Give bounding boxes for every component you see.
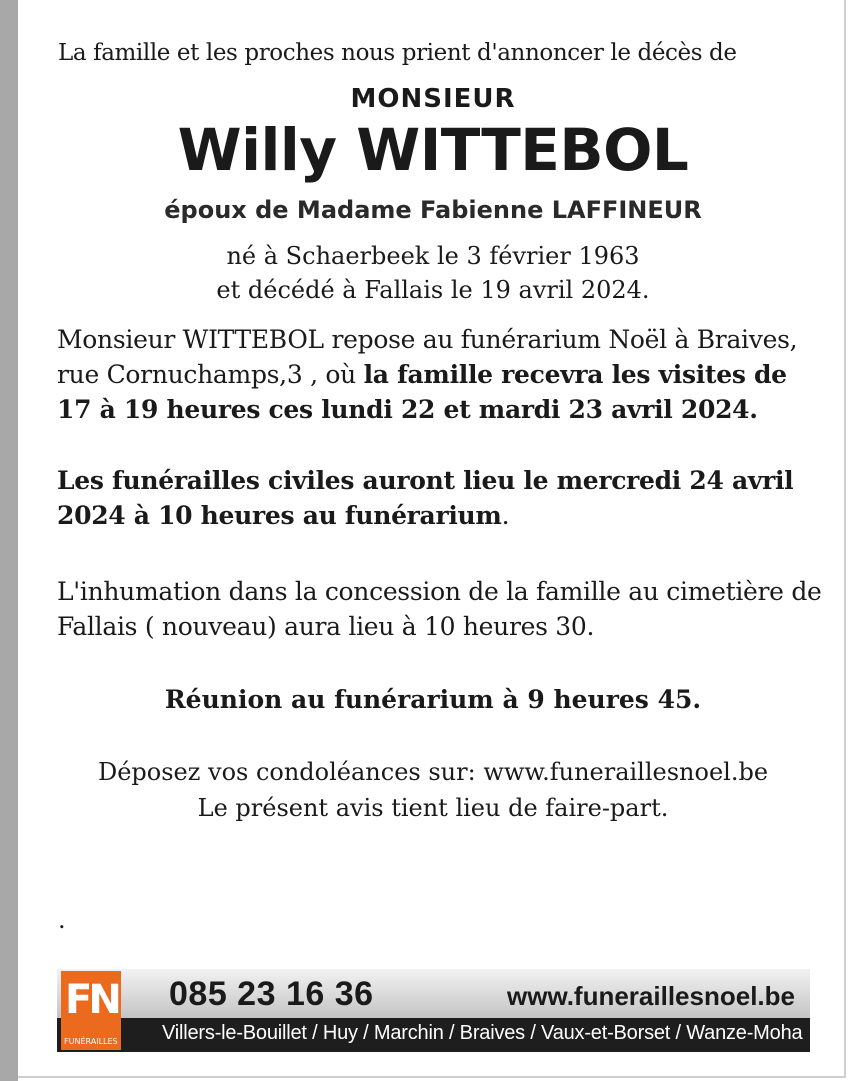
- notice-line: Le présent avis tient lieu de faire-part.: [197, 794, 669, 822]
- footer-website: www.funeraillesnoel.be: [507, 981, 795, 1011]
- burial-paragraph: L'inhumation dans la concession de la famille au cimetière de Fallais ( nouveau) aura lieu à 10 heures 30.: [57, 577, 822, 641]
- funeral-paragraph: [57, 463, 827, 533]
- visitation-hours: la famille recevra les visites de 17 à 19 heures ces lundi 22 et mardi 23 avril 2024.: [57, 360, 787, 424]
- intro-text: La famille et les proches nous prient d'annoncer le décès de: [58, 40, 737, 66]
- birth-line: né à Schaerbeek le 3 février 1963: [226, 242, 640, 270]
- meeting-line: Réunion au funérarium à 9 heures 45.: [164, 685, 702, 714]
- footer-locations: Villers-le-Bouillet / Huy / Marchin / Braives / Vaux-et-Borset / Wanze-Moha: [162, 1022, 803, 1044]
- dot-mark: .: [58, 906, 66, 934]
- condolences-line: Déposez vos condoléances sur: www.funeraillesnoel.be: [97, 758, 769, 786]
- death-line: et décédé à Fallais le 19 avril 2024.: [216, 276, 650, 304]
- logo-letters: FN: [65, 977, 118, 1023]
- visitation-paragraph: [57, 322, 827, 427]
- footer-banner: [57, 969, 810, 1052]
- spouse-line: époux de Madame Fabienne LAFFINEUR: [164, 196, 702, 224]
- phone-number: 085 23 16 36: [169, 975, 374, 1013]
- funeral-logo: [61, 971, 121, 1050]
- title-monsieur: MONSIEUR: [350, 84, 516, 114]
- logo-subtitle: FUNÉRAILLES: [64, 1037, 118, 1046]
- funeral-tail: .: [501, 501, 510, 530]
- visitation-text: Monsieur WITTEBOL repose au funérarium Noël à Braives, rue Cornuchamps,3 , où: [57, 325, 798, 389]
- funeral-text: Les funérailles civiles auront lieu le mercredi 24 avril 2024 à 10 heures au funérarium: [57, 466, 794, 530]
- deceased-name: Willy WITTEBOL: [177, 116, 689, 184]
